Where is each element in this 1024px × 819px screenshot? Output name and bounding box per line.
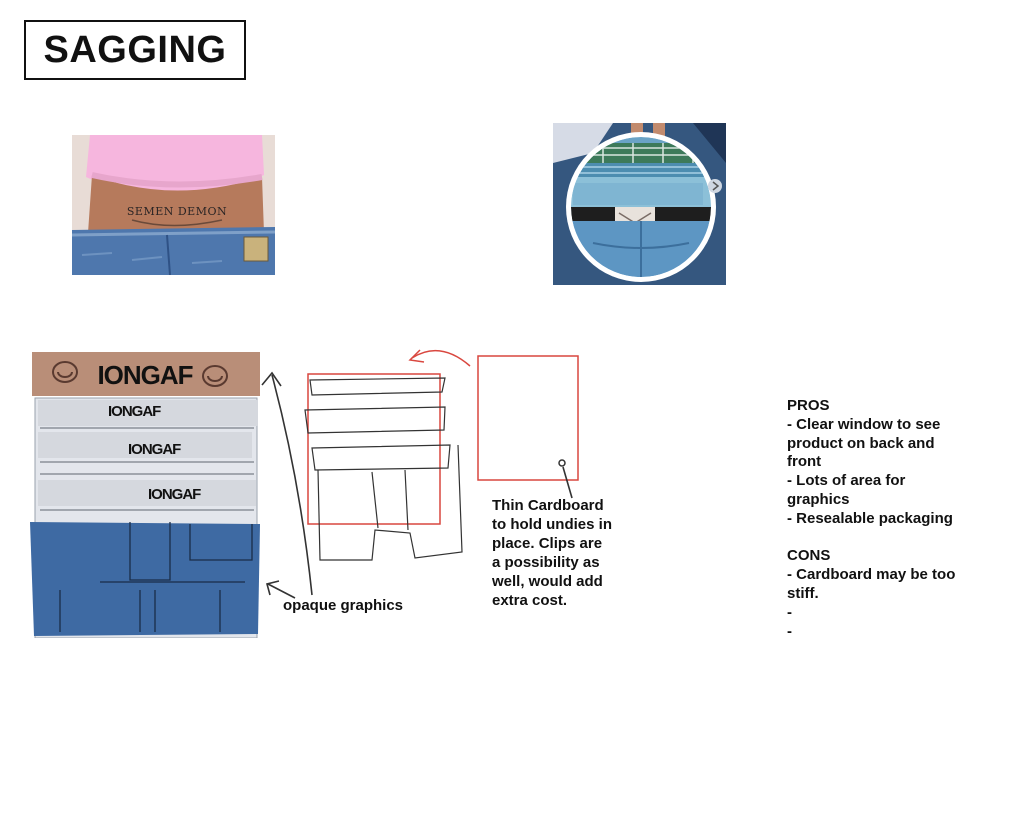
- cardboard-note-line: place. Clips are: [492, 535, 603, 552]
- pros-line: product on back and: [787, 434, 935, 452]
- pros-line: - Clear window to see: [787, 415, 941, 433]
- pros-line: front: [787, 453, 822, 471]
- opaque-graphics-label: opaque graphics: [283, 597, 404, 614]
- pros-line: graphics: [787, 490, 850, 508]
- cons-line: stiff.: [787, 584, 819, 602]
- cardboard-note-line: a possibility as: [492, 554, 600, 571]
- pros-cons-notes: [787, 397, 987, 641]
- cons-line: -: [787, 603, 792, 621]
- cardboard-note-line: well, would add: [492, 573, 603, 590]
- cons-line: -: [787, 622, 792, 640]
- cardboard-note-line: extra cost.: [492, 592, 568, 609]
- sketch-brand-row: IONGAF: [108, 403, 161, 420]
- page-title-text: SAGGING: [43, 28, 227, 71]
- pros-heading: PROS: [787, 397, 830, 414]
- cons-line: - Cardboard may be too: [787, 566, 956, 584]
- tattoo-text: SEMEN DEMON: [126, 205, 228, 218]
- cardboard-note-line: Thin Cardboard: [492, 497, 604, 514]
- pros-line: - Resealable packaging: [787, 509, 953, 527]
- cardboard-note-line: to hold undies in: [492, 516, 612, 533]
- sketch-brand-row: IONGAF: [148, 486, 201, 503]
- pros-line: - Lots of area for: [787, 472, 906, 490]
- cardboard-note: [492, 496, 632, 610]
- sketch-brand-row: IONGAF: [128, 441, 181, 458]
- sketch-brand-header: IONGAF: [97, 360, 193, 390]
- cons-heading: CONS: [787, 547, 831, 565]
